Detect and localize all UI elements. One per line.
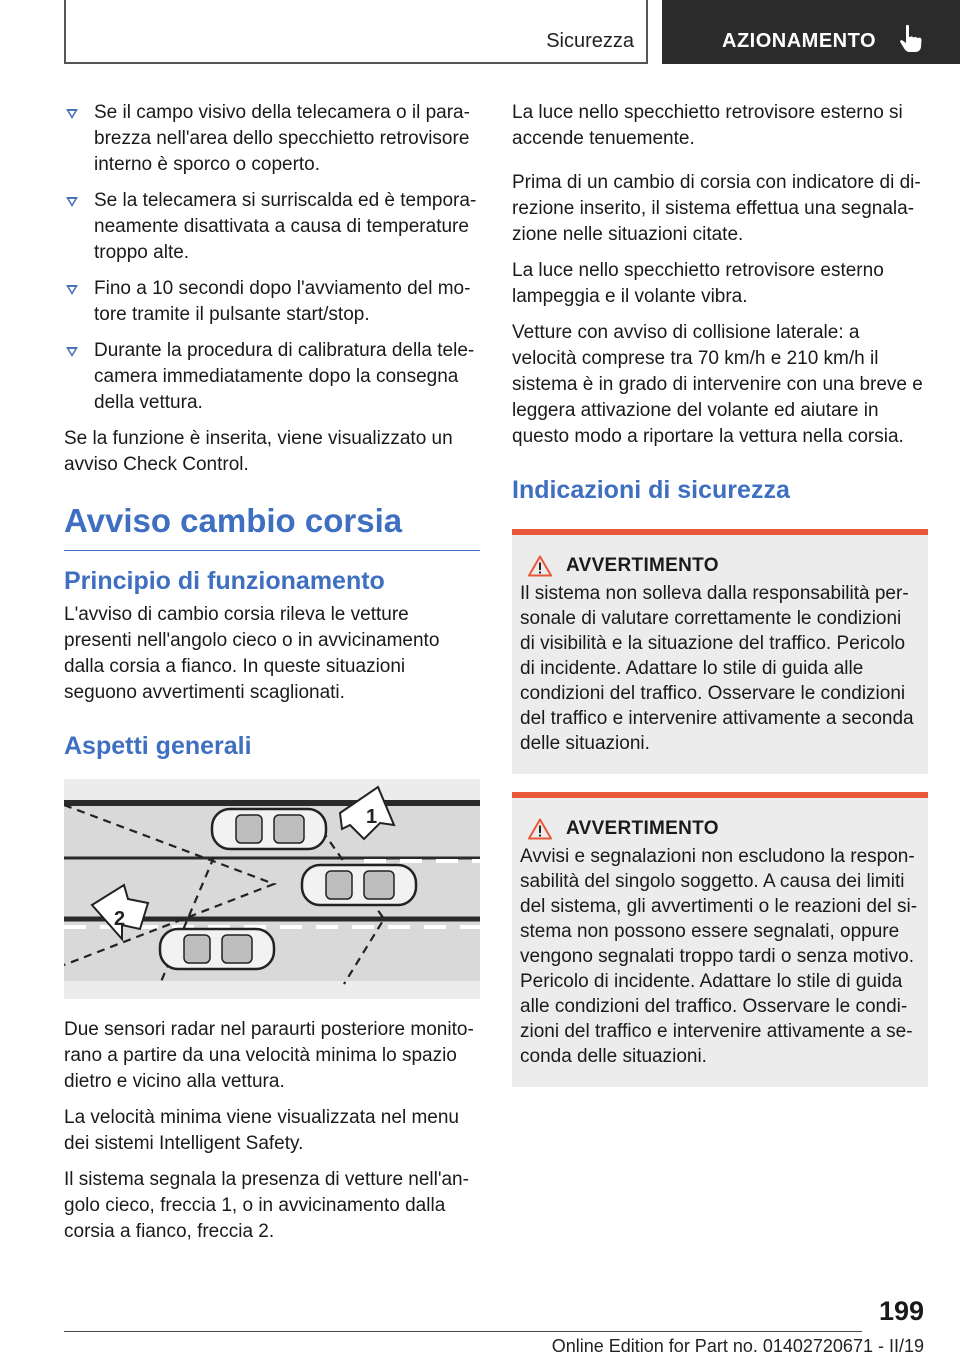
right-column xyxy=(512,100,928,1105)
menu-paragraph: La velocità minima viene visualizzata nel menu dei sistemi Intelligent Safety. xyxy=(64,1107,459,1154)
lane-change-illustration xyxy=(64,779,480,999)
triangle-bullet-icon xyxy=(66,197,78,207)
lane-change-paragraph: Prima di un cambio di corsia con indicatore di direzione inserito, il sistema effettua una segnalazione nelle situazioni citate. xyxy=(512,172,921,245)
warning-triangle-icon xyxy=(528,555,552,577)
sensors-paragraph: Due sensori radar nel paraurti posteriore monitorano a partire da una velocità minima lo spazio dietro e vicino alla vettura. xyxy=(64,1019,474,1092)
general-heading: Aspetti generali xyxy=(64,732,252,760)
triangle-bullet-icon xyxy=(66,285,78,295)
principle-heading: Principio di funzionamento xyxy=(64,567,385,595)
warning-triangle-icon xyxy=(528,818,552,840)
warning-title: AVVERTIMENTO xyxy=(566,818,719,839)
check-control-paragraph: Se la funzione è inserita, viene visualizzato un avviso Check Control. xyxy=(64,428,453,475)
flash-paragraph: La luce nello specchietto retrovisore esterno lampeggia e il volante vibra. xyxy=(512,260,884,307)
car-icon xyxy=(302,865,416,905)
warning-box xyxy=(512,529,928,774)
warning-box xyxy=(512,792,928,1087)
warning-header xyxy=(520,555,920,577)
condition-list xyxy=(64,100,480,416)
page-title: Avviso cambio corsia xyxy=(64,502,480,551)
edition-footer: Online Edition for Part no. 01402720671 - II/19 xyxy=(551,1336,924,1356)
footer-divider xyxy=(64,1331,862,1332)
chapter-title: AZIONAMENTO xyxy=(722,30,877,52)
light-paragraph: La luce nello specchietto retrovisore esterno si accende tenuemente. xyxy=(512,102,903,149)
list-item: Se la telecamera si surriscalda ed è temporaneamente disattivata a causa di temperature troppo alte. xyxy=(64,188,480,266)
page-number: 199 xyxy=(878,1296,924,1326)
triangle-bullet-icon xyxy=(66,347,78,357)
warning-header xyxy=(520,818,920,840)
hand-pointer-icon xyxy=(898,24,924,54)
header-section-tab xyxy=(64,0,648,64)
car-icon xyxy=(160,929,274,969)
car-icon xyxy=(212,809,326,849)
header-chapter-tab xyxy=(662,0,960,64)
warning-text: Avvisi e segnalazioni non escludono la responsabilità del singolo soggetto. A causa dei limiti del sistema, gli avvertimenti o le reazioni del sistema non possono essere segnalati, oppure vengono segnalati troppo tardi o senza motivo. Pericolo di incidente. Adattare lo stile di guida alle condizioni del traffico. Osservare le condizioni del traffico e intervenire attivamente a seconda delle situazioni. xyxy=(520,846,918,1067)
left-column xyxy=(64,100,480,1255)
warning-title: AVVERTIMENTO xyxy=(566,555,719,576)
section-title: Sicurezza xyxy=(546,30,634,52)
warning-text: Il sistema non solleva dalla responsabilità personale di valutare correttamente le condizioni di visibilità e la situazione del traffico. Pericolo di incidente. Adattare lo stile di guida alle condizioni del traffico. Osservare le condizioni del traffico e intervenire attivamente a seconda delle situazioni. xyxy=(520,583,914,754)
collision-paragraph: Vetture con avviso di collisione laterale: a velocità comprese tra 70 km/h e 210 km/h il sistema è in grado di intervenire con una breve e leggera attivazione del volante ed aiutare in questo modo a riportare la vettura nella corsia. xyxy=(512,322,923,447)
svg-text:1: 1 xyxy=(366,806,378,828)
list-item: Se il campo visivo della telecamera o il parabrezza nell'area dello specchietto retrovisore interno è sporco o coperto. xyxy=(64,100,480,178)
svg-text:2: 2 xyxy=(114,908,126,930)
list-item: Durante la procedura di calibratura della telecamera immediatamente dopo la consegna della vettura. xyxy=(64,338,480,416)
signal-paragraph: Il sistema segnala la presenza di vetture nell'angolo cieco, freccia 1, o in avvicinamento dalla corsia a fianco, freccia 2. xyxy=(64,1169,469,1242)
safety-heading: Indicazioni di sicurezza xyxy=(512,476,790,504)
list-item: Fino a 10 secondi dopo l'avviamento del motore tramite il pulsante start/stop. xyxy=(64,276,480,328)
triangle-bullet-icon xyxy=(66,109,78,119)
principle-paragraph: L'avviso di cambio corsia rileva le vetture presenti nell'angolo cieco o in avvicinamento dalla corsia a fianco. In queste situazioni seguono avvertimenti scaglionati. xyxy=(64,604,440,703)
